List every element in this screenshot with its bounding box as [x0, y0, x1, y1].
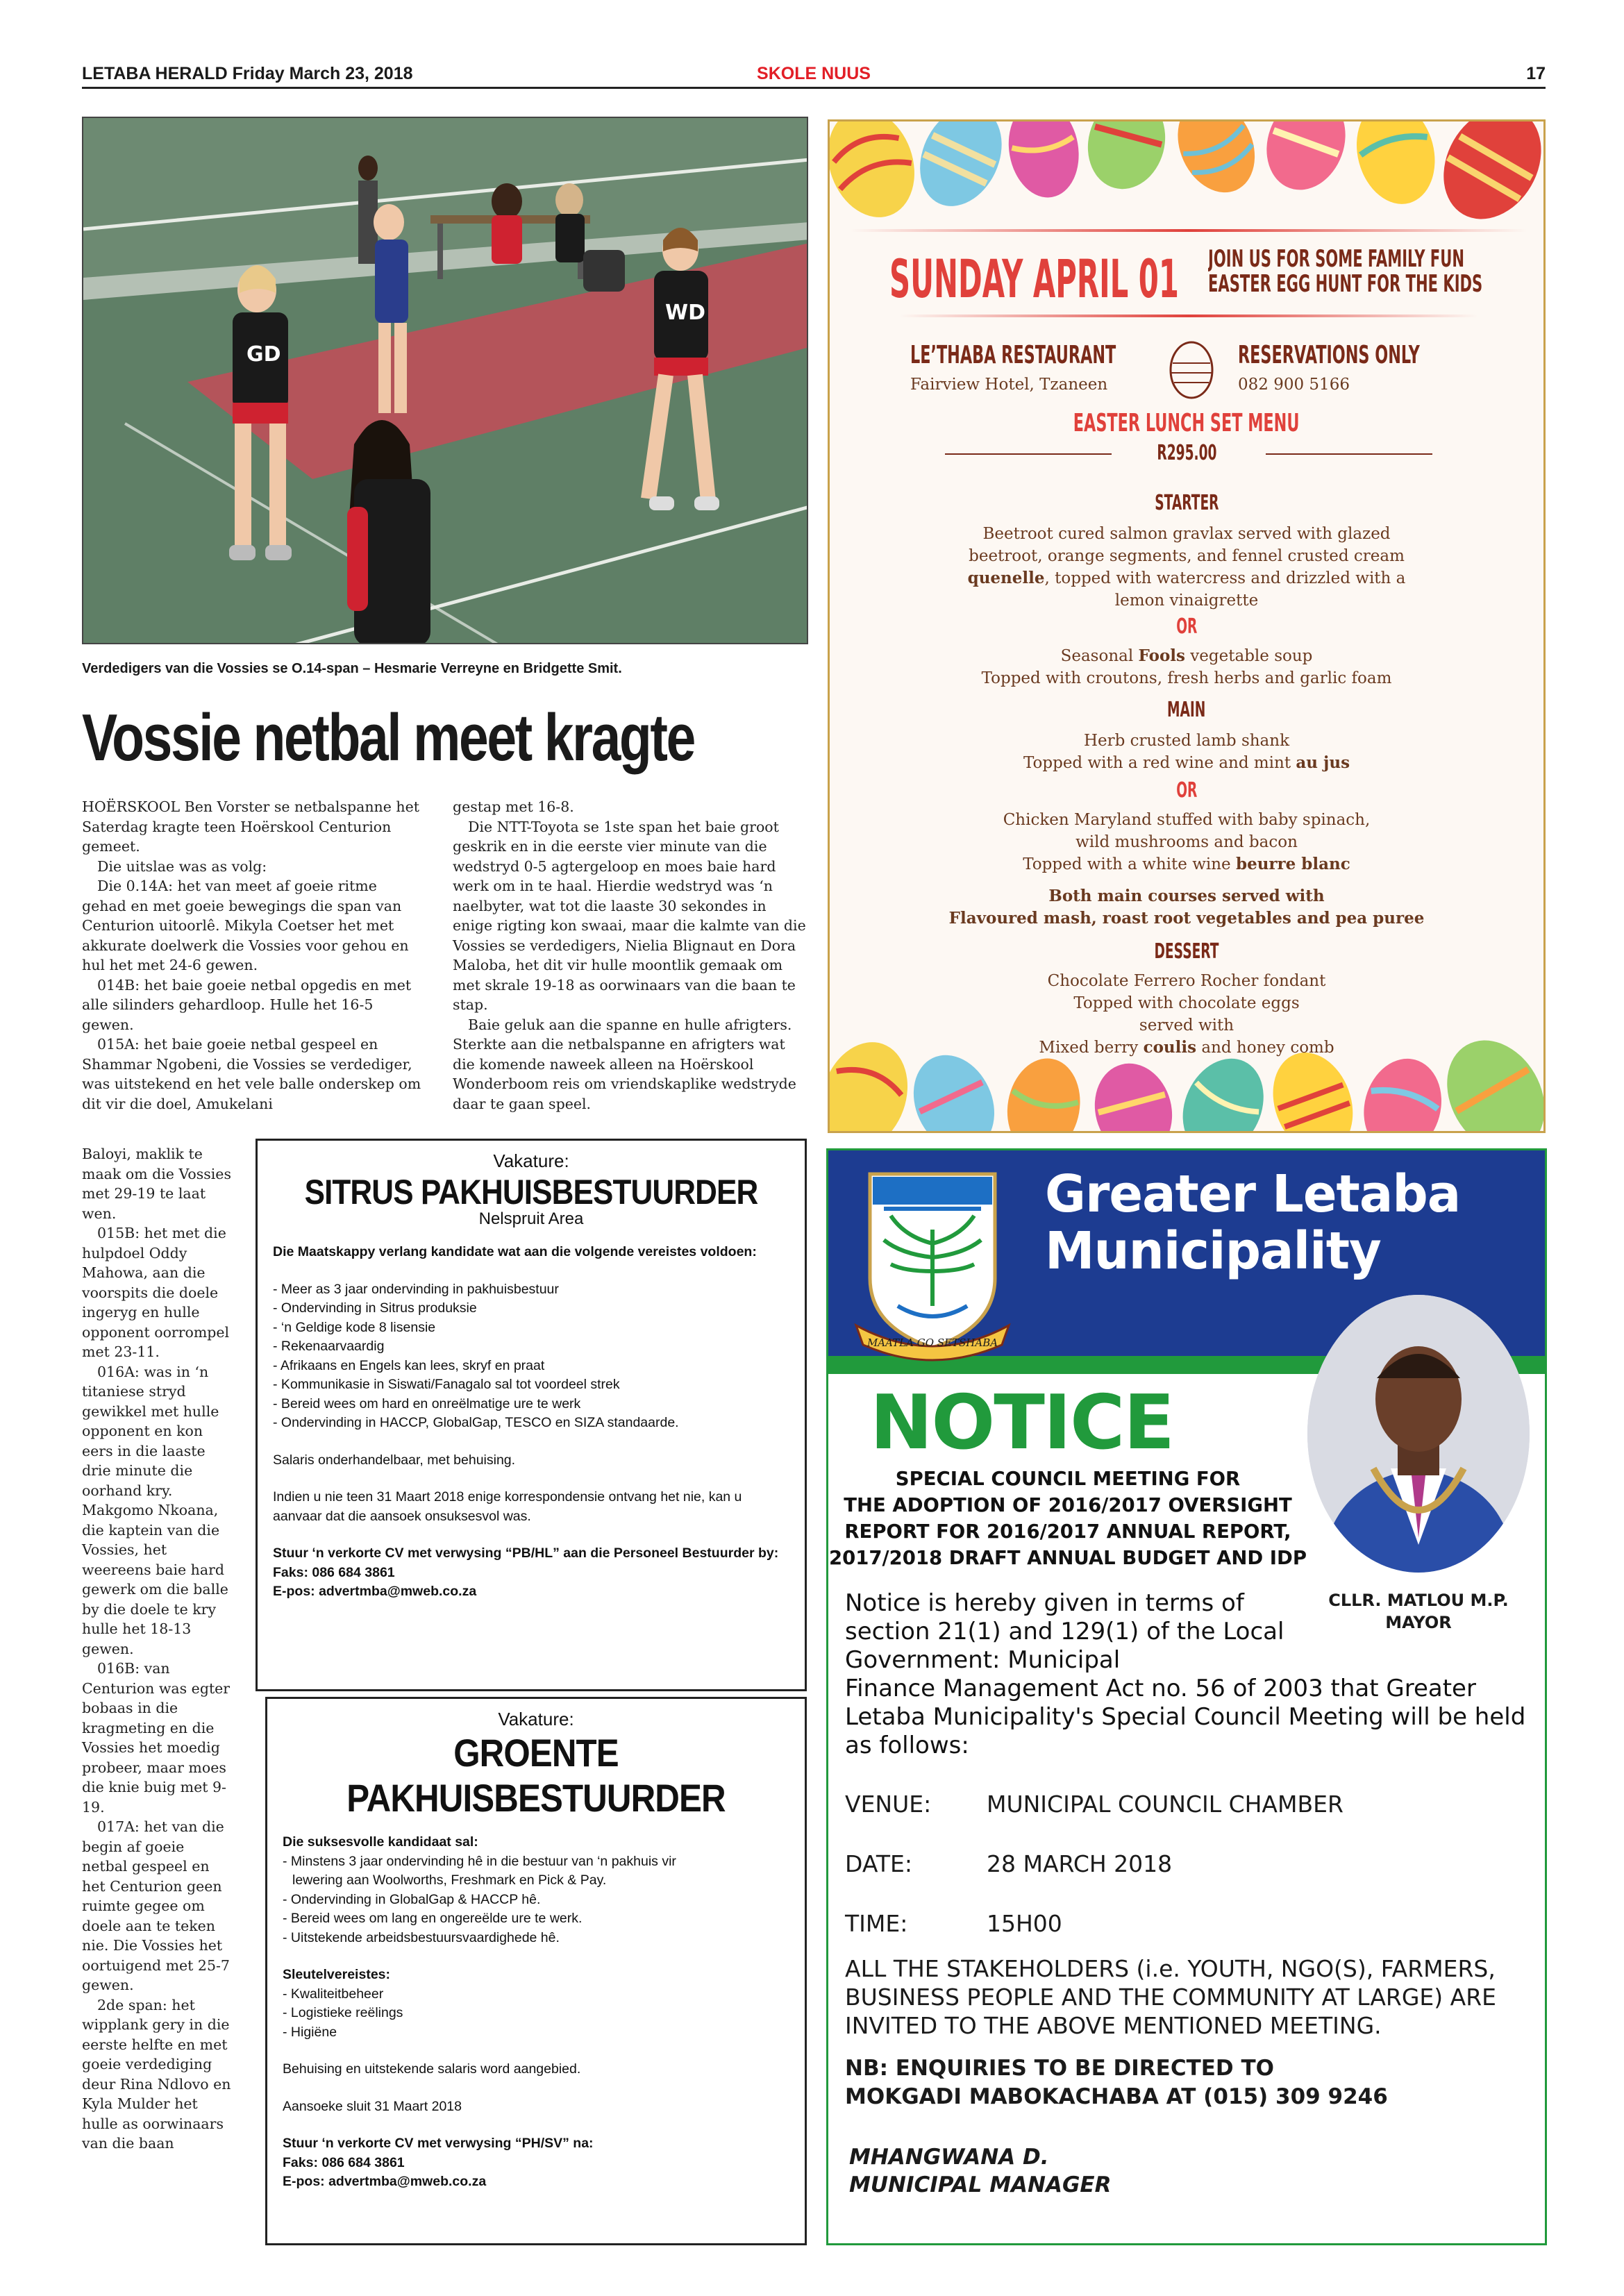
mayor-name: CLLR. MATLOU M.P.	[1328, 1591, 1509, 1610]
date-label: DATE:	[845, 1850, 912, 1877]
time-label: TIME:	[845, 1910, 908, 1937]
paragraph: Die uitslae was as volg:	[97, 857, 267, 875]
enquiries-line: NB: ENQUIRIES TO BE DIRECTED TO	[845, 2056, 1274, 2081]
manager-title: MUNICIPAL MANAGER	[849, 2172, 1112, 2197]
list-item: - Bereid wees om lang en ongereëlde ure te werk.	[283, 1911, 583, 1926]
list-item: - Bereid wees om hard en onreëlmatige ure te werk	[273, 1396, 581, 1411]
easter-menu-ad	[828, 119, 1546, 1133]
menu-line: Mixed berry coulis and honey comb	[1039, 1038, 1334, 1057]
candidate-heading: Die suksesvolle kandidaat sal:	[283, 1834, 478, 1850]
menu-line: quenelle, topped with watercress and drizzled with a	[967, 569, 1406, 587]
bib-wd: WD	[665, 301, 705, 325]
municipality-crest-icon	[842, 1160, 1023, 1361]
vacancy-kicker: Vakature:	[493, 1150, 569, 1171]
paragraph: 2de span: het wipplank gery in die eerste helfte en met goeie verdediging deur Rina Ndlovo en Kyla Mulder het hulle as oorwinaars van die baan	[82, 1996, 231, 2152]
netball-photo-illustration	[83, 118, 808, 644]
vacancy-title: SITRUS PAKHUISBESTUURDER	[304, 1173, 758, 1212]
paragraph: Baie geluk aan die spanne en hulle afrigters. Sterkte aan die netbalspanne en afrigters wat die komende naweek alleen na Hoërskool Wonderboom reis om vriendskaplike wedstryde daar te gaan speel.	[453, 1016, 796, 1112]
list-item: - Rekenaarvaardig	[273, 1339, 385, 1354]
menu-line: Topped with a white wine beurre blanc	[1023, 855, 1350, 873]
masthead-date: LETABA HERALD Friday March 23, 2018	[82, 64, 413, 83]
reservations-label: RESERVATIONS ONLY	[1238, 341, 1420, 369]
municipality-name-line1: Greater Letaba	[1045, 1164, 1461, 1224]
notice-heading: NOTICE	[870, 1380, 1174, 1466]
menu-line: Chicken Maryland stuffed with baby spinach,	[1003, 811, 1371, 829]
venue-label: VENUE:	[845, 1791, 932, 1818]
starter-option-2	[830, 645, 1543, 689]
municipal-manager-signature	[849, 2143, 1543, 2199]
or-divider: OR	[1175, 614, 1198, 639]
list-item: - Uitstekende arbeidsbestuursvaardighede hê.	[283, 1929, 560, 1945]
page-header	[82, 64, 1546, 89]
main-option-2	[830, 809, 1543, 875]
player-background	[358, 156, 378, 264]
list-item: - Minstens 3 jaar ondervinding hê in die bestuur van ‘n pakhuis vir	[283, 1853, 676, 1869]
menu-line: Topped with croutons, fresh herbs and garlic foam	[981, 669, 1392, 687]
mayor-portrait-illustration	[1307, 1295, 1530, 1573]
main-sides	[830, 885, 1543, 930]
vacancy-fax: Faks: 086 684 3861	[273, 1564, 395, 1580]
list-item: - Logistieke reëlings	[283, 2005, 403, 2020]
list-item: - ‘n Geldige kode 8 lisensie	[273, 1319, 436, 1335]
event-tagline-2: EASTER EGG HUNT FOR THE KIDS	[1208, 270, 1483, 298]
list-item: - Higiëne	[283, 2024, 337, 2040]
vacancy-kicker: Vakature:	[498, 1709, 574, 1729]
paragraph: 017A: het van die begin af goeie netbal gespeel en het Centurion geen ruimte gegee om doele aan te teken nie. Die Vossies het oortuigend met 25-7 gewen.	[82, 1818, 230, 1993]
or-divider: OR	[1175, 778, 1198, 803]
vacancy-deadline: Indien u nie teen 31 Maart 2018 enige korrespondensie ontvang het nie, kan u aanvaar dat die aansoek onsuksesvol was.	[273, 1489, 742, 1524]
paragraph: 016A: was in ‘n titaniese stryd gewikkel met hulle opponent en kon eers in die laaste drie minute die oorhand kry. Makgomo Nkoana, die kaptein van die Vossies, het weereens baie hard gewerk om die balle by die doele te kry hulle het 18-13 gewen.	[82, 1363, 228, 1657]
date-value: 28 MARCH 2018	[987, 1850, 1173, 1877]
vacancy-email[interactable]: E-pos: advertmba@mweb.co.za	[273, 1584, 477, 1599]
municipal-notice-ad	[826, 1148, 1547, 2245]
page-number: 17	[1526, 64, 1546, 83]
candidate-list	[267, 1852, 805, 1948]
menu-line: Beetroot cured salmon gravlax served with glazed	[982, 525, 1391, 543]
vacancy-send: Stuur ‘n verkorte CV met verwysing “PH/SV” na:	[283, 2136, 594, 2151]
paragraph: 016B: van Centurion was egter bobaas in die kragmeting en die Vossies het moedig probeer, maar moes die knie buig met 9-19.	[82, 1660, 231, 1816]
vacancy-email[interactable]: E-pos: advertmba@mweb.co.za	[283, 2174, 487, 2189]
title-rule-bottom	[899, 315, 1478, 317]
menu-line: Seasonal Fools vegetable soup	[1060, 646, 1313, 665]
meeting-title-line: SPECIAL COUNCIL MEETING FOR	[895, 1468, 1241, 1490]
paragraph: gestap met 16-8.	[453, 798, 574, 815]
time-value: 15H00	[987, 1910, 1062, 1937]
stakeholders-invitation: ALL THE STAKEHOLDERS (i.e. YOUTH, NGO(S), FARMERS, BUSINESS PEOPLE AND THE COMMUNITY AT LARGE) ARE INVITED TO THE ABOVE MENTIONED MEETING.	[845, 1955, 1497, 2039]
meeting-title-line: THE ADOPTION OF 2016/2017 OVERSIGHT	[844, 1494, 1292, 1516]
menu-line: lemon vinaigrette	[1114, 592, 1259, 610]
paragraph: 015A: het baie goeie netbal gespeel en Shammar Ngobeni, die Vossies se verdediger, was uitstekend en het vele balle onderskep om dit vir die doel, Amukelani	[82, 1036, 421, 1112]
notice-intro-part1: Notice is hereby given in terms of section 21(1) and 129(1) of the Local Government: Municipal	[845, 1589, 1284, 1674]
event-tagline-1: JOIN US FOR SOME FAMILY FUN	[1208, 245, 1464, 273]
vacancy-ad-citrus	[256, 1139, 807, 1691]
menu-line: Chocolate Ferrero Rocher fondant	[1047, 972, 1326, 990]
vacancy-intro: Die Maatskappy verlang kandidate wat aan die volgende vereistes voldoen:	[273, 1244, 757, 1259]
mayor-title: MAYOR	[1385, 1613, 1452, 1632]
notice-intro-part2: Finance Management Act no. 56 of 2003 that Greater Letaba Municipality's Special Council Meeting will be held as follows:	[845, 1675, 1526, 1759]
menu-price: R295.00	[1156, 441, 1217, 465]
mayor-caption	[1307, 1589, 1530, 1634]
venue-value: MUNICIPAL COUNCIL CHAMBER	[987, 1791, 1343, 1818]
dessert-heading: DESSERT	[1154, 939, 1219, 964]
easter-egg-icon	[1167, 337, 1216, 401]
list-item: - Ondervinding in Sitrus produksie	[273, 1300, 477, 1316]
vacancy-closing: Aansoeke sluit 31 Maart 2018	[283, 2098, 462, 2114]
enquiries-contact	[845, 2054, 1539, 2111]
list-item: - Ondervinding in GlobalGap & HACCP hê.	[283, 1891, 541, 1907]
paragraph: 014B: het baie goeie netbal opgedis en met alle silinders gehardloop. Hulle het 16-5 gewen.	[82, 976, 412, 1033]
paragraph: Baloyi, maklik te maak om die Vossies met 29-19 te laat wen.	[82, 1146, 231, 1222]
price-rule-right	[1266, 453, 1432, 455]
key-requirements-list	[267, 1985, 805, 2043]
vacancy-housing: Behuising en uitstekende salaris word aangebied.	[283, 2061, 581, 2077]
easter-eggs-top-border	[830, 121, 1543, 260]
photo-caption: Verdedigers van die Vossies se O.14-span – Hesmarie Verreyne en Bridgette Smit.	[82, 661, 622, 676]
mayor-portrait	[1307, 1295, 1530, 1573]
vacancy-requirements	[258, 1280, 805, 1433]
vacancy-salary: Salaris onderhandelbaar, met behuising.	[273, 1452, 516, 1468]
meeting-title	[828, 1466, 1307, 1571]
menu-line: Both main courses served with	[1048, 887, 1325, 905]
menu-line: Topped with a red wine and mint au jus	[1023, 753, 1350, 772]
list-item: - Kwaliteitbeheer	[283, 1986, 384, 2002]
article-column-3	[82, 1144, 232, 2154]
article-column-2	[453, 797, 807, 1114]
menu-line: Herb crusted lamb shank	[1083, 732, 1290, 750]
starter-option-1	[830, 523, 1543, 612]
menu-line: beetroot, orange segments, and fennel crusted cream	[969, 547, 1405, 565]
vacancy-title-line1: GROENTE	[453, 1731, 619, 1775]
menu-line: Topped with chocolate eggs	[1073, 994, 1300, 1012]
enquiries-line: MOKGADI MABOKACHABA AT (015) 309 9246	[845, 2084, 1388, 2109]
manager-name: MHANGWANA D.	[849, 2145, 1049, 2170]
vacancy-send: Stuur ‘n verkorte CV met verwysing “PB/HL” aan die Personeel Bestuurder by:	[273, 1545, 779, 1561]
dessert-option	[830, 970, 1543, 1059]
main-option-1	[830, 730, 1543, 774]
article-headline: Vossie netbal meet kragte	[82, 701, 694, 775]
netball-photo	[82, 117, 808, 644]
list-item: - Meer as 3 jaar ondervinding in pakhuisbestuur	[273, 1281, 559, 1297]
paragraph: Die 0.14A: het van meet af goeie ritme gehad en met goeie bewegings die span van Centurion uitoorlê. Mikyla Coetser het met akkurate doelwerk die Vossies voor gehou en hul het met 24-6 gewen.	[82, 878, 409, 973]
vacancy-ad-vegetables	[265, 1697, 807, 2245]
list-item: - Kommunikasie in Siswati/Fanagalo sal tot voordeel strek	[273, 1377, 620, 1392]
vacancy-title-line2: PAKHUISBESTUURDER	[346, 1776, 726, 1820]
meeting-title-line: REPORT FOR 2016/2017 ANNUAL REPORT,	[844, 1520, 1291, 1543]
reservations-phone[interactable]: 082 900 5166	[1238, 376, 1350, 394]
title-rule-top	[851, 229, 1527, 232]
list-item: lewering aan Woolworths, Freshmark en Pick & Pay.	[292, 1872, 607, 1888]
vacancy-area: Nelspruit Area	[478, 1209, 584, 1228]
municipality-name-line2: Municipality	[1045, 1221, 1381, 1281]
crest-motto: MAATLA GO SETSHABA	[867, 1336, 998, 1349]
article-column-1	[82, 797, 422, 1114]
menu-line: Flavoured mash, roast root vegetables and pea puree	[948, 909, 1425, 928]
vacancy-fax: Faks: 086 684 3861	[283, 2154, 405, 2170]
bib-gd: GD	[246, 342, 281, 367]
list-item: - Ondervinding in HACCP, GlobalGap, TESCO en SIZA standaarde.	[273, 1415, 679, 1430]
menu-title: EASTER LUNCH SET MENU	[1073, 409, 1300, 437]
key-requirements-heading: Sleutelvereistes:	[283, 1967, 391, 1982]
main-heading: MAIN	[1167, 698, 1206, 722]
starter-heading: STARTER	[1154, 491, 1219, 515]
section-name: SKOLE NUUS	[757, 64, 871, 83]
menu-line: wild mushrooms and bacon	[1075, 833, 1298, 851]
list-item: - Afrikaans en Engels kan lees, skryf en praat	[273, 1357, 545, 1373]
restaurant-location: Fairview Hotel, Tzaneen	[910, 376, 1108, 394]
event-date: SUNDAY APRIL 01	[889, 248, 1179, 303]
meeting-title-line: 2017/2018 DRAFT ANNUAL BUDGET AND IDP	[829, 1547, 1307, 1569]
paragraph: HOËRSKOOL Ben Vorster se netbalspanne het Saterdag kragte teen Hoërskool Centurion gemeet.	[82, 798, 419, 855]
menu-line: served with	[1139, 1016, 1234, 1034]
paragraph: Die NTT-Toyota se 1ste span het baie groot geskrik en in die eerste vier minute van die wedstryd 0-5 agtergeloop en moes baie hard werk om in te haal. Hierdie wedstryd was ‘n naelbyter, wat tot die laaste 30 sekondes in enige rigting kon swaai, maar die kalmte van die Vossies se verdedigers, Nielia Blignaut en Dora Maloba, het dit vir hulle moontlik gemaak om met skrale 19-18 as oorwinaars van die baan te stap.	[453, 818, 806, 1013]
restaurant-name: LE’THABA RESTAURANT	[910, 341, 1116, 369]
paragraph: 015B: het met die hulpdoel Oddy Mahowa, aan die voorspits die doele ingeryg en hulle opponent oorrompel met 23-11.	[82, 1225, 230, 1360]
